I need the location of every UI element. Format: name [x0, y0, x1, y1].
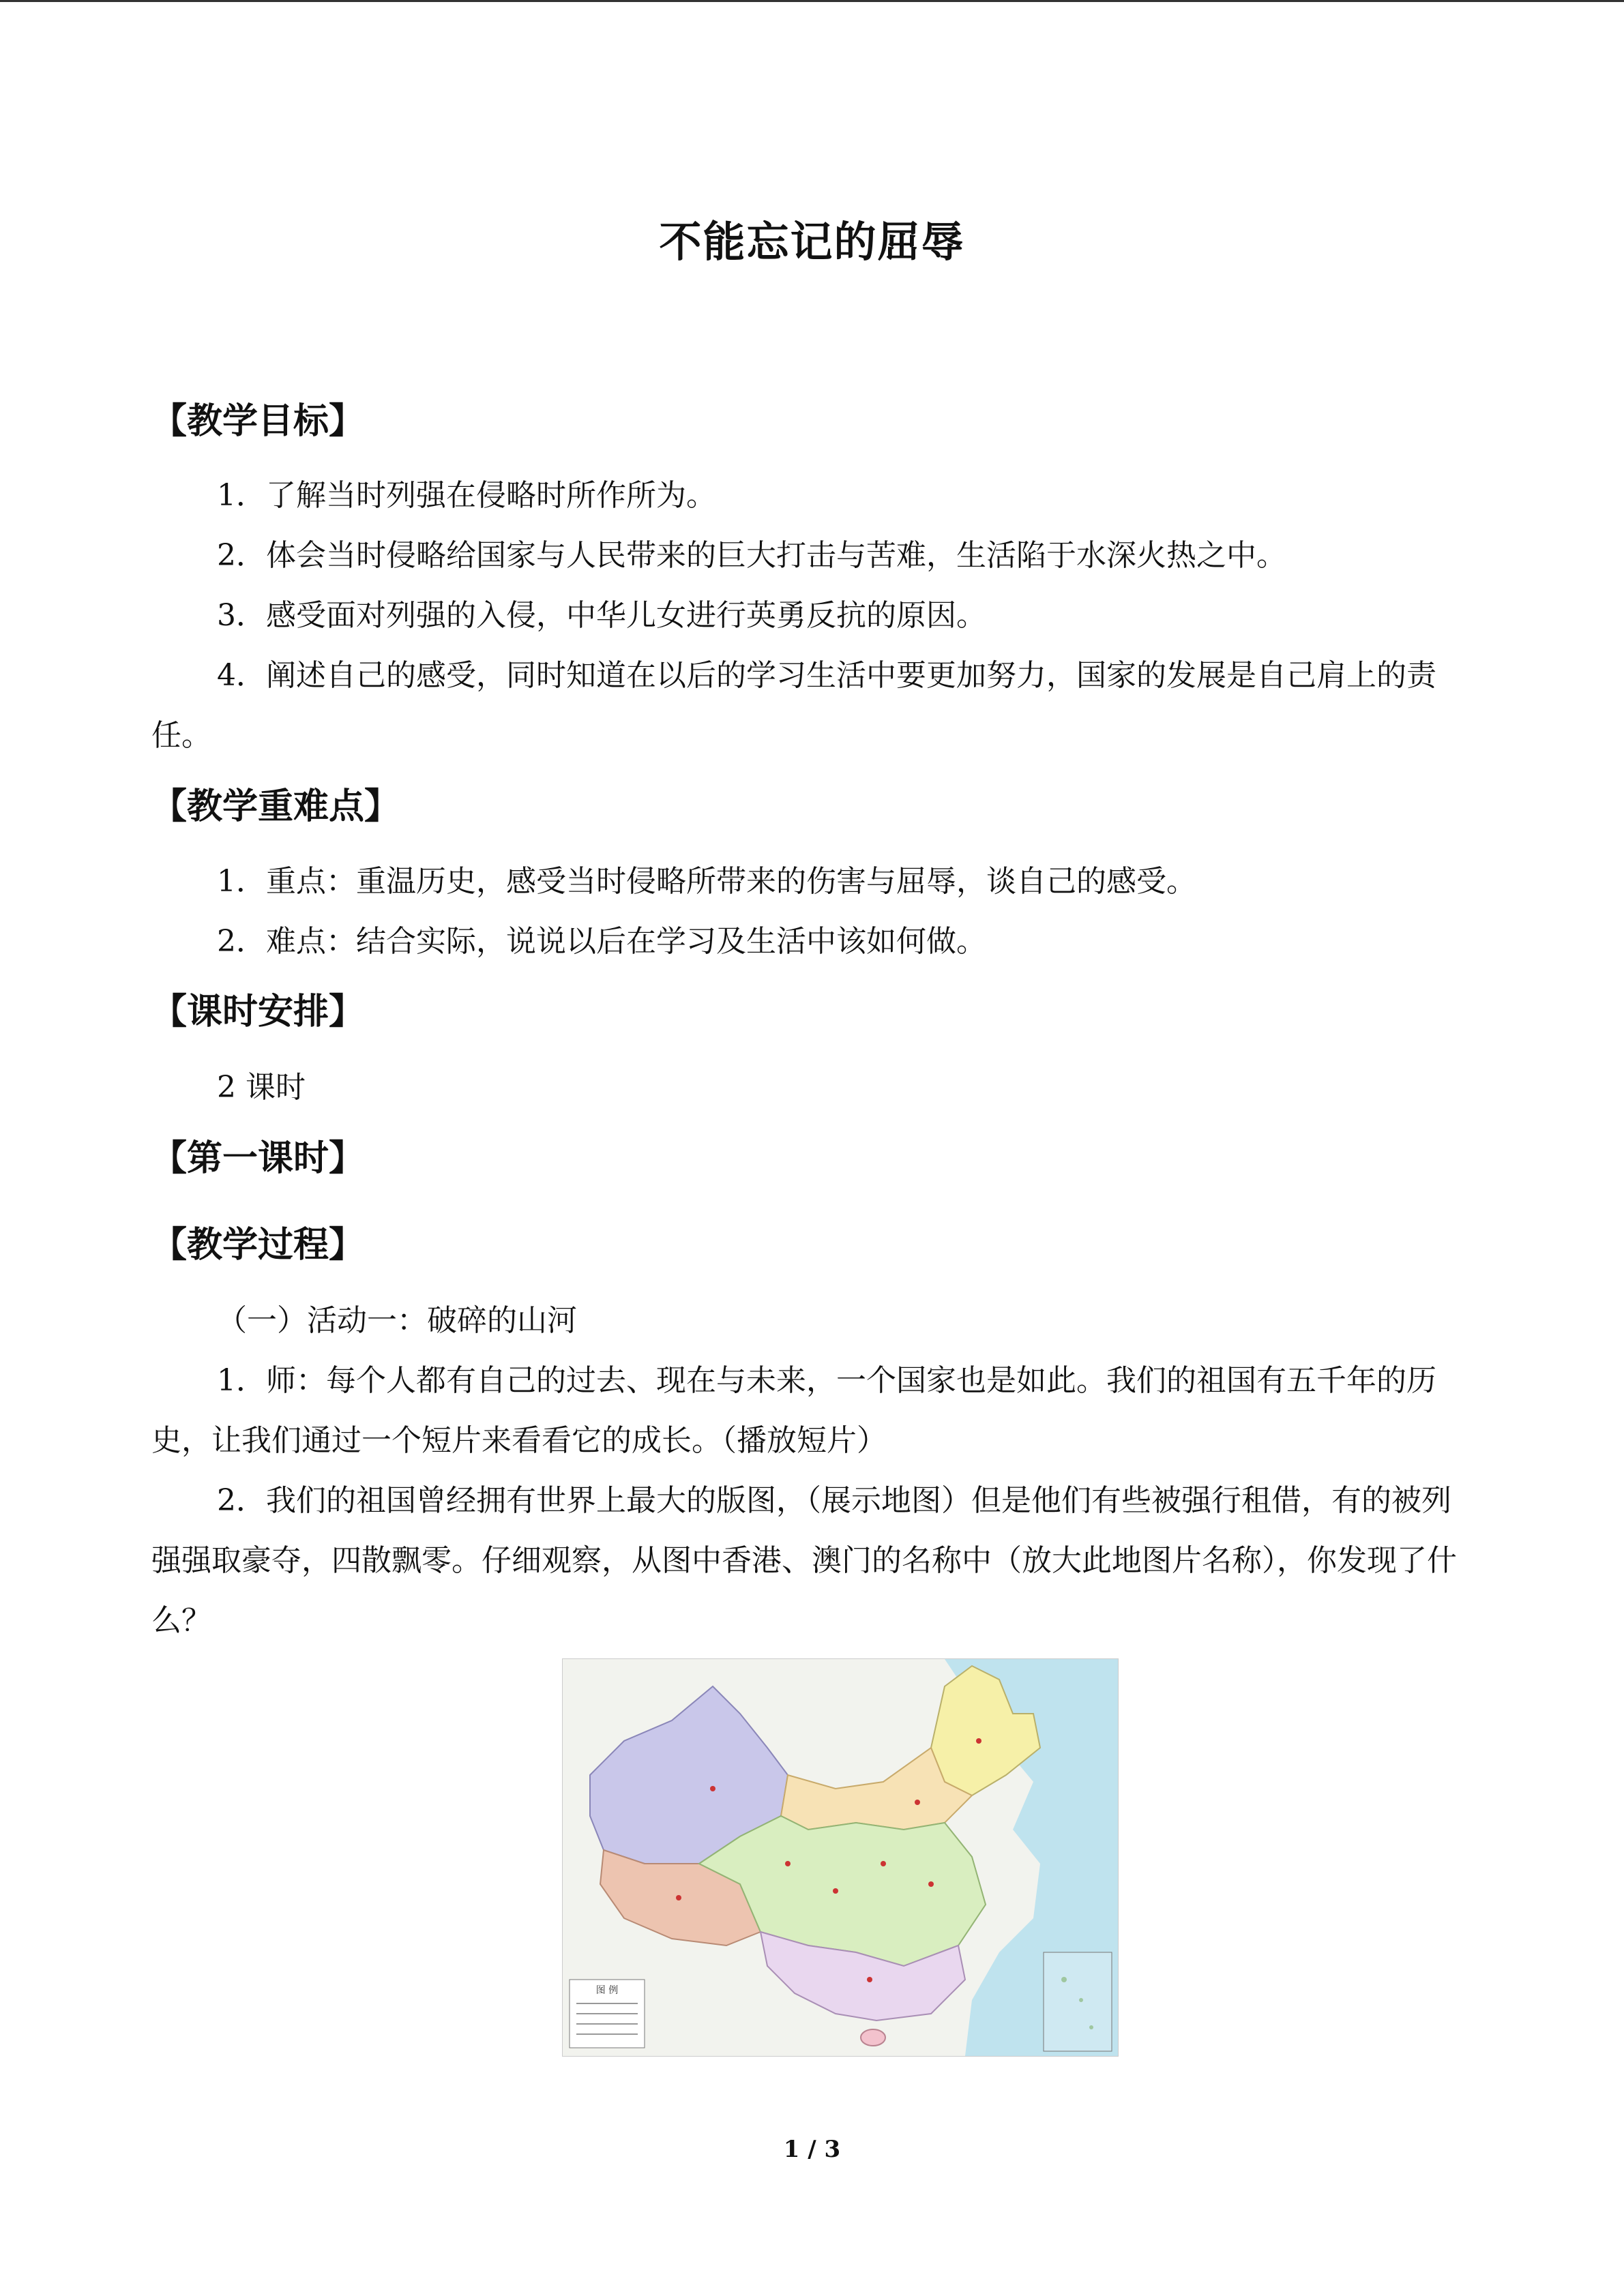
process-item-2: 2．我们的祖国曾经拥有世界上最大的版图，（展示地图）但是他们有些被强行租借，有的被列强强取豪夺，四散飘零。仔细观察，从图中香港、澳门的名称中（放大此地图片名称），你发现了什么？ [151, 1483, 1457, 1638]
heading-key-points: 【教学重难点】 [151, 786, 400, 827]
key-point-item-2: 2．难点：结合实际，说说以后在学习及生活中该如何做。 [217, 924, 986, 959]
objective-item-2: 2．体会当时侵略给国家与人民带来的巨大打击与苦难，生活陷于水深火热之中。 [217, 538, 1286, 573]
schedule-text: 2 课时 [217, 1070, 306, 1105]
page-number: 1 / 3 [783, 2136, 841, 2163]
key-point-item-1: 1．重点：重温历史，感受当时侵略所带来的伤害与屈辱，谈自己的感受。 [217, 864, 1196, 899]
heading-process: 【教学过程】 [151, 1225, 365, 1266]
heading-lesson-one: 【第一课时】 [151, 1138, 365, 1179]
top-border-line [0, 0, 1624, 2]
heading-objectives: 【教学目标】 [151, 401, 365, 442]
activity-title: （一）活动一：破碎的山河 [217, 1303, 577, 1338]
objective-item-4: 4．阐述自己的感受，同时知道在以后的学习生活中要更加努力，国家的发展是自己肩上的责任。 [151, 658, 1436, 753]
china-map-figure [562, 1658, 1119, 2057]
document-title: 不能忘记的屈辱 [659, 217, 965, 267]
heading-schedule: 【课时安排】 [151, 992, 365, 1032]
map-legend-title: 图 例 [595, 1985, 619, 1996]
objective-item-1: 1．了解当时列强在侵略时所作所为。 [217, 478, 716, 513]
objective-item-3: 3．感受面对列强的入侵，中华儿女进行英勇反抗的原因。 [217, 598, 986, 633]
process-item-1: 1．师：每个人都有自己的过去、现在与未来，一个国家也是如此。我们的祖国有五千年的历史，让我们通过一个短片来看看它的成长。（播放短片） [151, 1363, 1436, 1458]
china-map-image [563, 1659, 1118, 2056]
